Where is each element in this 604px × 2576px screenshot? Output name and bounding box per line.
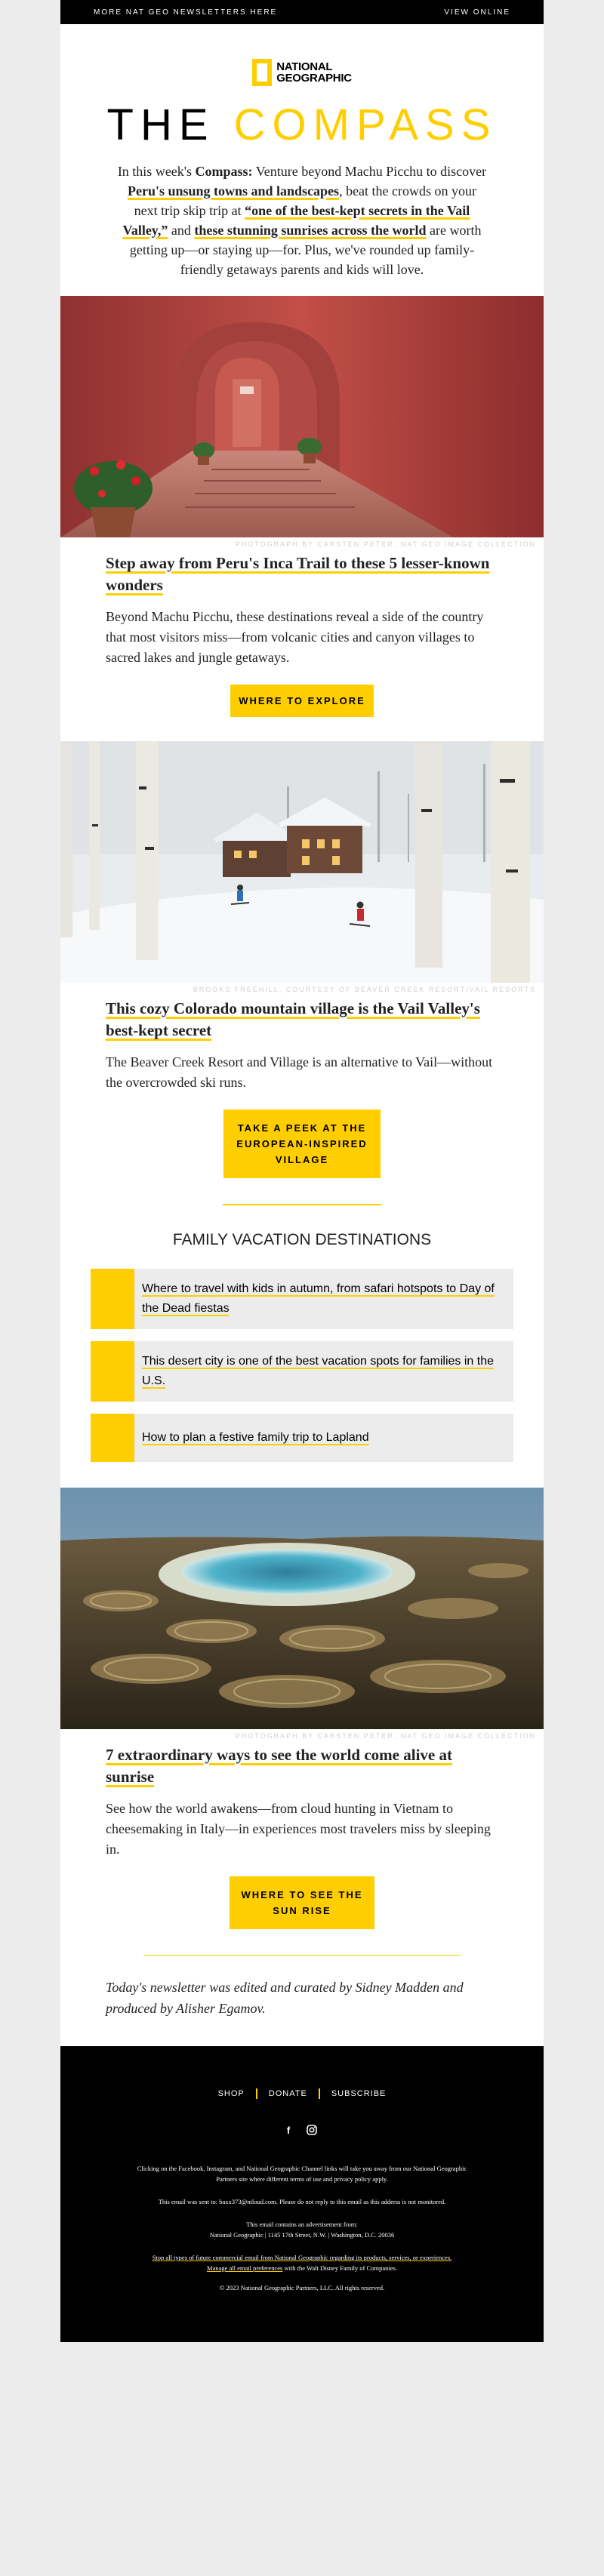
yellow-bar [91, 1269, 134, 1329]
view-online-link[interactable]: VIEW ONLINE [444, 8, 510, 17]
footer-sent-to: This email was sent to: baxx373@ntloud.com. Please do not reply to this email as this address is not monitored. [158, 2198, 446, 2205]
top-bar [60, 0, 544, 24]
yellow-divider [223, 1204, 381, 1205]
subscribe-link[interactable]: SUBSCRIBE [331, 2089, 387, 2098]
manage-preferences-link[interactable]: Manage all email preferences [207, 2264, 283, 2272]
story-colorado [60, 983, 544, 1178]
photo-credit: PHOTOGRAPH BY CARSTEN PETER, NAT GEO IMAGE COLLECTION [235, 540, 536, 548]
family-item-link[interactable]: Where to travel with kids in autumn, from safari hotspots to Day of the Dead fiestas [142, 1282, 495, 1315]
story-headline-link[interactable]: Step away from Peru's Inca Trail to these 5 lesser-known wonders [106, 554, 490, 594]
story-peru [60, 537, 544, 717]
story-body: The Beaver Creek Resort and Village is an alternative to Vail—without the overcrowded ski runs. [106, 1054, 493, 1090]
footer-advertiser-label: This email contains an advertisement from: [246, 2221, 358, 2228]
sunrise-photo[interactable] [60, 1488, 544, 1740]
intro-paragraph: In this week's Compass: Venture beyond Machu Picchu to discover Peru's unsung towns and landscapes, beat the crowds on your next trip skip trip at “one of the best-kept secrets in the Vail Valley,” and these stunning sunrises across the world are worth getting up—or staying up—for. Plus, we've rounded up family-friendly getaways parents and kids will love. [117, 164, 487, 277]
donate-link[interactable]: DONATE [268, 2089, 307, 2098]
story-body: Beyond Machu Picchu, these destinations reveal a side of the country that most visitors miss—from volcanic cities and canyon villages to sacred lakes and jungle getaways. [106, 609, 484, 665]
masthead-the: THE [106, 100, 215, 149]
more-newsletters-link[interactable]: MORE NAT GEO NEWSLETTERS HERE [94, 8, 278, 17]
story-sunrise [60, 1729, 544, 1929]
intro-link-sunrises[interactable]: these stunning sunrises across the world [194, 223, 427, 238]
photo-credit: PHOTOGRAPH BY CARSTEN PETER, NAT GEO IMAGE COLLECTION [235, 1732, 536, 1740]
facebook-icon[interactable]: f [286, 2125, 291, 2136]
where-to-see-sunrise-button[interactable]: WHERE TO SEE THE SUN RISE [230, 1876, 374, 1929]
family-list [60, 1269, 544, 1462]
email-container [60, 0, 544, 2342]
social-links [60, 2125, 544, 2137]
family-section-title: FAMILY VACATION DESTINATIONS [172, 1231, 432, 1248]
instagram-icon[interactable] [307, 2125, 317, 2137]
unsubscribe-link[interactable]: Stop all types of future commercial email from National Geographic regarding its products, services, or experiences. [152, 2254, 452, 2261]
story-headline-link[interactable]: This cozy Colorado mountain village is the Vail Valley's best-kept secret [106, 999, 480, 1039]
family-item-link[interactable]: How to plan a festive family trip to Lapland [142, 1431, 369, 1444]
intro-bold: Compass: [195, 164, 253, 179]
footer-nav [60, 2088, 544, 2099]
footer-address: National Geographic | 1145 17th Street, N.W. | Washington, D.C. 20036 [209, 2231, 395, 2239]
colorado-photo[interactable] [60, 741, 544, 993]
logo-line-2: GEOGRAPHIC [276, 72, 352, 85]
family-item [91, 1269, 513, 1329]
footer-disclaimer: Clicking on the Facebook, Instagram, and National Geographic Channel links will take you away from our National Geographic Partners site where different terms of use and privacy policy apply. [137, 2165, 467, 2183]
footer-copyright: © 2023 National Geographic Partners, LLC. All rights reserved. [219, 2284, 385, 2291]
nat-geo-logo[interactable] [60, 24, 544, 86]
photo-credit: BROOKS FREEHILL, COURTESY OF BEAVER CREEK RESORT/VAIL RESORTS [193, 986, 536, 993]
family-item [91, 1341, 513, 1402]
intro-link-peru[interactable]: Peru's unsung towns and landscapes [127, 183, 340, 199]
family-item-link[interactable]: This desert city is one of the best vacation spots for families in the U.S. [142, 1355, 494, 1387]
peru-photo[interactable] [60, 296, 544, 548]
yellow-bar [91, 1341, 134, 1402]
where-to-explore-button[interactable]: WHERE TO EXPLORE [230, 685, 374, 717]
yellow-border-icon [252, 59, 272, 86]
story-body: See how the world awakens—from cloud hunting in Vietnam to cheesemaking in Italy—in experiences most travelers miss by sleeping in. [106, 1801, 491, 1857]
logo-line-1: NATIONAL [276, 60, 333, 73]
story-headline-link[interactable]: 7 extraordinary ways to see the world come alive at sunrise [106, 1746, 452, 1786]
family-item [91, 1414, 513, 1462]
footer [60, 2046, 544, 2342]
yellow-bar [91, 1414, 134, 1462]
intro-link-vail[interactable]: “one of the best-kept secrets in the Vail Valley,” [122, 203, 470, 238]
masthead-compass: COMPASS [233, 100, 498, 149]
take-a-peek-button[interactable]: TAKE A PEEK AT THE EUROPEAN-INSPIRED VILLAGE [223, 1109, 381, 1178]
footer-preferences: Stop all types of future commercial email from National Geographic regarding its products, services, or experiences. Manage all email preferences with the Walt Disney Family of Companies. [152, 2254, 452, 2272]
shop-link[interactable]: SHOP [217, 2089, 245, 2098]
editor-signoff: Today's newsletter was edited and curated by Sidney Madden and produced by Alisher Egamov. [106, 1980, 464, 2016]
newsletter-masthead [60, 100, 544, 149]
